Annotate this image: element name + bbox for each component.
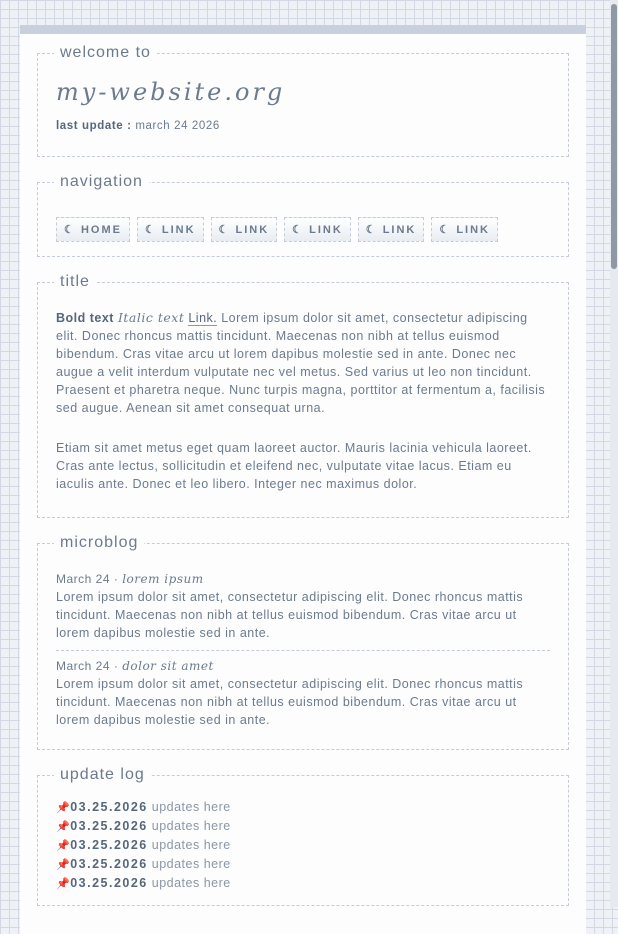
log-text: updates here — [151, 838, 231, 852]
log-date: 03.25.2026 — [70, 857, 148, 871]
post-title: lorem ipsum — [122, 572, 204, 586]
nav-button[interactable] — [137, 217, 204, 242]
pushpin-icon: 📌 — [56, 821, 71, 833]
microblog-post — [56, 650, 550, 737]
log-text: updates here — [151, 819, 231, 833]
nav-button[interactable] — [284, 217, 351, 242]
microblog-post — [56, 564, 550, 650]
paragraph: Etiam sit amet metus eget quam laoreet auctor. Mauris lacinia vehicula laoreet. Cras ante lectus, sollicitudin et eleifend nec, vulputate vitae lacus. Etiam eu iaculis ante. Donec et leo libero. Integer nec maximus dolor. — [56, 441, 532, 491]
nav-label: LINK — [161, 224, 196, 236]
scrollbar[interactable] — [610, 0, 618, 907]
post-title: dolor sit amet — [122, 659, 214, 673]
nav-button[interactable] — [431, 217, 498, 242]
nav-label: LINK — [309, 224, 343, 236]
update-label: last update : — [56, 120, 132, 132]
section-legend: update log — [60, 766, 145, 783]
pushpin-icon: 📌 — [56, 802, 71, 814]
moon-icon: ☾ — [64, 224, 76, 236]
post-body: Lorem ipsum dolor sit amet, consectetur adipiscing elit. Donec rhoncus mattis tincidunt. Maecenas non nibh at tellus euismod bibendum. Cras vitae arcu ut lorem dapibus molestie sed in ante. — [56, 590, 524, 640]
log-date: 03.25.2026 — [70, 876, 148, 890]
bold-text: Bold text — [56, 311, 114, 325]
nav-button[interactable] — [358, 217, 425, 242]
moon-icon: ☾ — [218, 224, 231, 236]
section-legend: welcome to — [60, 44, 151, 61]
page-container — [20, 25, 586, 934]
site-title: my-website.org — [56, 78, 286, 106]
last-update — [56, 120, 550, 132]
nav-button[interactable] — [211, 217, 278, 242]
log-date: 03.25.2026 — [70, 819, 148, 833]
moon-icon: ☾ — [292, 224, 305, 236]
post-body: Lorem ipsum dolor sit amet, consectetur adipiscing elit. Donec rhoncus mattis tincidunt. Maecenas non nibh at tellus euismod bibendum. Cras vitae arcu ut lorem dapibus molestie sed in ante. — [56, 677, 524, 727]
paragraph-text: Lorem ipsum dolor sit amet, consectetur adipiscing elit. Donec rhoncus mattis tincidunt. Maecenas non nibh at tellus euismod bibendum. Cras vitae arcu ut lorem dapibus molestie sed in ante. Donec nec augue a velit interdum vulputate nec vel metus. Sed varius ut leo non tincidunt. Praesent et pharetra neque. Nunc turpis magna, porttitor at fermentum a, facilisis sed augue. Aenean sit amet consequat urna. — [56, 311, 546, 415]
log-entry — [56, 817, 550, 836]
microblog-section — [37, 534, 569, 750]
pushpin-icon: 📌 — [56, 840, 71, 852]
log-text: updates here — [151, 857, 231, 871]
italic-text: Italic text — [117, 310, 185, 325]
log-entry — [56, 798, 550, 817]
log-date: 03.25.2026 — [70, 838, 148, 852]
moon-icon: ☾ — [144, 224, 157, 236]
paragraph — [56, 309, 550, 417]
navigation-section — [37, 173, 569, 257]
moon-icon: ☾ — [365, 224, 378, 236]
nav-label: LINK — [382, 224, 417, 236]
update-log-section — [37, 766, 569, 906]
update-value: march 24 2026 — [135, 120, 220, 132]
log-entry — [56, 836, 550, 855]
log-text: updates here — [151, 876, 231, 890]
pushpin-icon: 📌 — [56, 859, 71, 871]
nav-label: LINK — [235, 224, 270, 236]
welcome-section — [37, 44, 569, 157]
log-entry — [56, 855, 550, 874]
post-date: March 24 · — [56, 659, 119, 673]
log-entry — [56, 874, 550, 893]
text-link[interactable]: Link. — [188, 311, 218, 325]
nav-label: LINK — [456, 224, 490, 236]
nav-label: HOME — [80, 224, 122, 236]
section-legend: title — [60, 273, 90, 290]
moon-icon: ☾ — [439, 224, 452, 236]
section-legend: navigation — [60, 173, 143, 190]
log-text: updates here — [151, 800, 231, 814]
scrollbar-thumb[interactable] — [611, 4, 617, 269]
pushpin-icon: 📌 — [56, 878, 71, 890]
post-date: March 24 · — [56, 572, 119, 586]
section-legend: microblog — [60, 534, 139, 551]
log-date: 03.25.2026 — [70, 800, 148, 814]
nav-button[interactable] — [56, 217, 130, 242]
title-section — [37, 273, 569, 518]
